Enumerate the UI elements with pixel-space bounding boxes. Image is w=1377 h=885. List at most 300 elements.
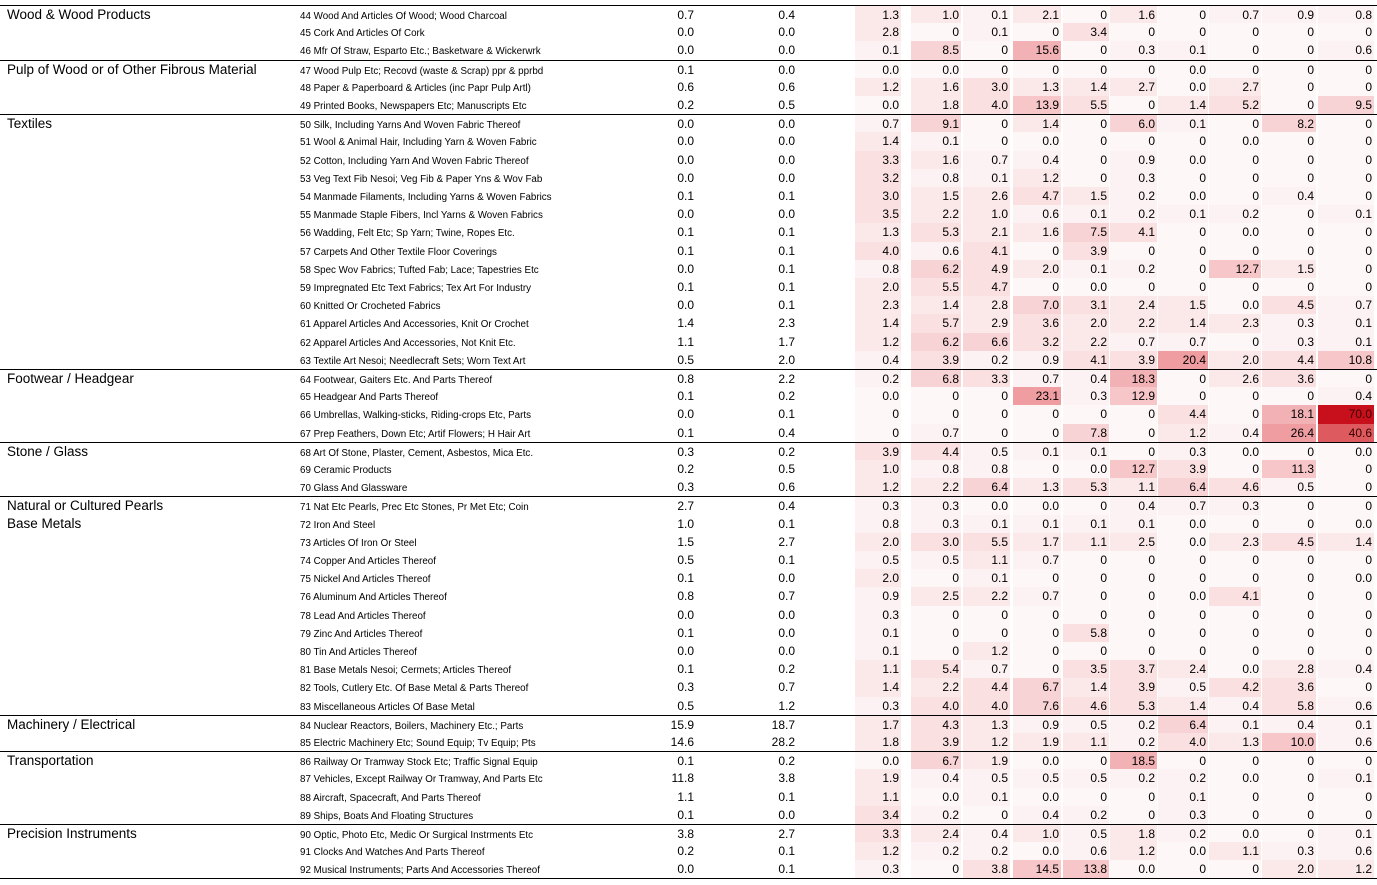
share-value-1: 0.3 (677, 680, 694, 695)
heat-cell: 0.4 (1262, 716, 1316, 733)
table-row (0, 132, 1377, 150)
heat-cell: 5.2 (1209, 96, 1261, 114)
heat-cell: 0.6 (1318, 842, 1374, 860)
heat-cell: 0.2 (963, 842, 1010, 860)
heat-cell: 3.4 (1063, 23, 1109, 41)
heat-cell: 0.4 (1110, 497, 1157, 514)
table-row (0, 551, 1377, 569)
table-row (0, 824, 1377, 842)
heat-cell: 0.4 (1209, 697, 1261, 715)
heat-cell: 0 (1158, 132, 1208, 150)
share-value-1: 0.2 (677, 844, 694, 859)
heat-cell: 1.6 (911, 151, 961, 169)
heat-cell: 1.1 (855, 660, 901, 678)
heat-cell: 0 (1262, 569, 1316, 587)
heat-cell: 0 (1063, 642, 1109, 660)
heat-cell: 4.6 (1209, 478, 1261, 496)
heat-cell: 0.7 (1158, 333, 1208, 351)
table-row (0, 41, 1377, 59)
table-row (0, 442, 1377, 460)
heat-cell: 3.6 (1262, 678, 1316, 696)
table-row (0, 405, 1377, 423)
share-value-1: 0.0 (677, 25, 694, 40)
heat-cell: 0 (1262, 223, 1316, 241)
heat-cell: 0.0 (1318, 515, 1374, 533)
heat-cell: 4.7 (963, 278, 1010, 296)
heat-cell: 0 (1063, 6, 1109, 23)
product-label: 46 Mfr Of Straw, Esparto Etc.; Basketware & Wickerwrk (300, 46, 541, 58)
heat-cell: 0 (1209, 569, 1261, 587)
share-value-2: 2.3 (778, 316, 795, 331)
table-row (0, 333, 1377, 351)
heat-cell: 0 (1110, 569, 1157, 587)
heat-cell: 0.1 (1013, 443, 1061, 460)
heat-cell: 3.9 (1158, 460, 1208, 478)
heat-cell: 0.4 (1063, 370, 1109, 387)
share-value-2: 0.0 (778, 134, 795, 149)
product-label: 61 Apparel Articles And Accessories, Knit Or Crochet (300, 319, 529, 331)
table-row (0, 769, 1377, 787)
share-value-1: 0.0 (677, 607, 694, 622)
heat-cell: 0 (963, 41, 1010, 59)
heat-cell: 0 (1318, 260, 1374, 278)
heat-cell: 4.1 (963, 242, 1010, 260)
heat-cell: 0.3 (1209, 497, 1261, 514)
product-label: 72 Iron And Steel (300, 519, 376, 531)
heat-cell: 0 (911, 569, 961, 587)
heat-cell: 0 (1158, 752, 1208, 769)
heat-cell: 2.3 (1209, 314, 1261, 332)
share-value-2: 0.4 (778, 425, 795, 440)
heat-cell: 0.0 (1209, 223, 1261, 241)
heat-cell: 0 (1110, 624, 1157, 642)
share-value-2: 0.1 (778, 553, 795, 567)
share-value-1: 11.8 (671, 771, 694, 786)
heat-cell: 0.1 (1063, 260, 1109, 278)
heat-cell: 3.1 (1063, 296, 1109, 314)
heat-cell: 0 (1262, 278, 1316, 296)
heat-cell: 2.0 (855, 278, 901, 296)
heat-cell: 0.7 (963, 151, 1010, 169)
product-label: 91 Clocks And Watches And Parts Thereof (300, 847, 485, 859)
heat-cell: 0 (1013, 424, 1061, 442)
share-value-1: 0.8 (677, 589, 694, 604)
table-row (0, 169, 1377, 187)
heat-cell: 1.1 (855, 788, 901, 806)
heat-cell: 1.3 (855, 223, 901, 241)
heat-cell: 0 (963, 806, 1010, 824)
product-label: 62 Apparel Articles And Accessories, Not Knit Etc. (300, 337, 516, 349)
heat-cell: 0 (1209, 151, 1261, 169)
table-row (0, 569, 1377, 587)
heat-cell: 1.0 (963, 205, 1010, 223)
product-label: 83 Miscellaneous Articles Of Base Metal (300, 701, 475, 713)
share-value-2: 0.5 (778, 98, 795, 112)
heat-cell: 12.7 (1110, 460, 1157, 478)
heat-cell: 0.6 (1013, 205, 1061, 223)
heat-cell: 0.1 (1158, 115, 1208, 132)
heat-cell: 0 (1110, 278, 1157, 296)
heat-cell: 0.0 (1013, 752, 1061, 769)
heat-cell: 0 (1262, 387, 1316, 405)
heat-cell: 0.1 (1063, 443, 1109, 460)
heat-cell: 0.0 (1209, 296, 1261, 314)
heat-cell: 0.0 (1013, 132, 1061, 150)
heat-cell: 0.7 (1013, 370, 1061, 387)
heat-cell: 0.0 (1158, 61, 1208, 78)
heat-cell: 1.4 (1063, 78, 1109, 96)
heat-cell: 0 (1262, 78, 1316, 96)
heat-cell: 4.9 (963, 260, 1010, 278)
heat-cell: 0.8 (963, 460, 1010, 478)
heat-cell: 2.7 (1209, 78, 1261, 96)
table-row (0, 151, 1377, 169)
heat-cell: 0.1 (1158, 41, 1208, 59)
share-value-2: 0.2 (778, 754, 795, 769)
heat-cell: 3.3 (963, 370, 1010, 387)
heat-cell: 0.6 (1318, 697, 1374, 715)
heat-cell: 0.3 (1158, 806, 1208, 824)
heat-cell: 3.6 (1262, 370, 1316, 387)
heat-cell: 0.5 (963, 769, 1010, 787)
heat-cell: 0 (1013, 23, 1061, 41)
table-row (0, 478, 1377, 496)
heat-cell: 0 (1063, 752, 1109, 769)
heat-cell: 0.1 (1158, 205, 1208, 223)
heat-cell: 7.5 (1063, 223, 1109, 241)
heat-cell: 1.8 (911, 96, 961, 114)
heat-cell: 0 (1158, 370, 1208, 387)
heat-cell: 0.5 (1158, 678, 1208, 696)
heat-cell: 0 (1063, 61, 1109, 78)
product-label: 44 Wood And Articles Of Wood; Wood Charcoal (300, 11, 507, 22)
heat-cell: 5.3 (1110, 697, 1157, 715)
share-value-2: 18.7 (771, 717, 795, 732)
share-value-1: 1.5 (677, 534, 694, 549)
heat-cell: 1.4 (911, 296, 961, 314)
heat-cell: 0 (1209, 169, 1261, 187)
heat-cell: 4.3 (911, 716, 961, 733)
heat-cell: 0 (1158, 551, 1208, 569)
heat-cell: 1.1 (1063, 733, 1109, 751)
share-value-1: 0.0 (677, 207, 694, 222)
heat-cell: 0.0 (1158, 187, 1208, 205)
heat-cell: 0 (1158, 387, 1208, 405)
heat-cell: 0 (911, 624, 961, 642)
product-label: 45 Cork And Articles Of Cork (300, 28, 425, 40)
heat-cell: 2.0 (1209, 351, 1261, 369)
table-row (0, 860, 1377, 878)
heat-cell: 0 (1013, 242, 1061, 260)
heat-cell: 2.3 (1209, 533, 1261, 551)
heat-cell: 0.0 (855, 61, 901, 78)
heat-cell: 2.0 (855, 533, 901, 551)
heat-cell: 1.4 (855, 678, 901, 696)
heat-cell: 0.2 (1158, 825, 1208, 842)
heat-cell: 6.8 (911, 370, 961, 387)
table-row (0, 842, 1377, 860)
heat-cell: 0.1 (1063, 515, 1109, 533)
heat-cell: 0 (911, 606, 961, 624)
heat-cell: 0.1 (963, 169, 1010, 187)
heat-cell: 0 (1209, 606, 1261, 624)
category-label: Base Metals (7, 515, 82, 531)
heat-cell: 0.4 (1318, 387, 1374, 405)
heat-cell: 8.5 (911, 41, 961, 59)
heat-cell: 3.0 (963, 78, 1010, 96)
heat-cell: 0.1 (1318, 825, 1374, 842)
heat-cell: 0.0 (1318, 443, 1374, 460)
heat-cell: 4.0 (1158, 733, 1208, 751)
product-label: 71 Nat Etc Pearls, Prec Etc Stones, Pr Met Etc; Coin (300, 502, 529, 514)
share-value-2: 0.1 (778, 243, 795, 258)
heat-cell: 0.0 (911, 61, 961, 78)
heat-cell: 0 (1063, 569, 1109, 587)
heat-cell: 0 (1158, 642, 1208, 660)
share-value-1: 14.6 (670, 735, 694, 749)
category-label: Natural or Cultured Pearls (7, 498, 164, 514)
heat-cell: 1.6 (911, 78, 961, 96)
heat-cell: 10.0 (1262, 733, 1316, 751)
heat-cell: 26.4 (1262, 424, 1316, 442)
table-row (0, 278, 1377, 296)
heat-cell: 0.3 (911, 515, 961, 533)
heat-cell: 0 (1209, 860, 1261, 877)
heat-cell: 1.4 (1318, 533, 1374, 551)
product-label: 76 Aluminum And Articles Thereof (300, 592, 447, 604)
product-label: 64 Footwear, Gaiters Etc. And Parts Thereof (300, 375, 493, 386)
heat-cell: 0 (1209, 624, 1261, 642)
share-value-2: 28.2 (771, 735, 795, 749)
heat-cell: 0 (1013, 278, 1061, 296)
heat-cell: 0.1 (855, 642, 901, 660)
product-label: 92 Musical Instruments; Parts And Accessories Thereof (300, 865, 540, 877)
heat-cell: 1.0 (1013, 825, 1061, 842)
heat-cell: 13.9 (1013, 96, 1061, 114)
share-value-2: 2.0 (778, 352, 795, 367)
heat-cell: 0.0 (1209, 443, 1261, 460)
heat-cell: 0 (1318, 788, 1374, 806)
heat-cell: 6.4 (963, 478, 1010, 496)
heat-cell: 1.5 (911, 187, 961, 205)
heat-cell: 4.4 (1262, 351, 1316, 369)
heat-cell: 1.4 (1158, 697, 1208, 715)
share-value-1: 0.0 (677, 407, 694, 422)
table-row (0, 733, 1377, 751)
heat-cell: 3.9 (1110, 678, 1157, 696)
heat-cell: 0 (963, 624, 1010, 642)
product-label: 87 Vehicles, Except Railway Or Tramway, And Parts Etc (300, 774, 543, 786)
heat-cell: 5.7 (911, 314, 961, 332)
heat-cell: 23.1 (1013, 387, 1061, 405)
heat-cell: 0 (1318, 642, 1374, 660)
share-value-1: 0.1 (677, 389, 694, 404)
heat-cell: 4.1 (1063, 351, 1109, 369)
heat-cell: 1.2 (963, 642, 1010, 660)
heat-cell: 0.1 (911, 132, 961, 150)
share-value-1: 0.8 (677, 372, 694, 386)
heat-cell: 4.0 (963, 96, 1010, 114)
heat-cell: 0.1 (1013, 515, 1061, 533)
heat-cell: 1.2 (963, 733, 1010, 751)
heat-cell: 0.0 (1158, 151, 1208, 169)
table-row (0, 460, 1377, 478)
share-value-1: 0.1 (677, 425, 694, 440)
table-row (0, 751, 1377, 769)
share-value-2: 0.6 (778, 480, 795, 495)
heat-cell: 0 (1110, 96, 1157, 114)
heat-cell: 0 (1013, 642, 1061, 660)
heat-cell: 0 (1262, 41, 1316, 59)
heat-cell: 2.5 (1110, 533, 1157, 551)
share-value-1: 0.1 (677, 571, 694, 586)
product-label: 53 Veg Text Fib Nesoi; Veg Fib & Paper Yns & Wov Fab (300, 173, 543, 185)
heat-cell: 1.4 (1013, 115, 1061, 132)
heat-cell: 0.8 (1318, 6, 1374, 23)
share-value-1: 1.4 (677, 316, 694, 331)
heat-cell: 3.4 (855, 806, 901, 824)
heat-cell: 0 (1318, 606, 1374, 624)
share-value-1: 0.7 (677, 8, 694, 22)
share-value-2: 2.7 (778, 534, 795, 549)
heat-cell: 0 (1110, 424, 1157, 442)
heat-cell: 0 (1209, 405, 1261, 423)
heat-cell: 18.5 (1110, 752, 1157, 769)
heat-cell: 2.0 (855, 569, 901, 587)
heat-cell: 0 (1262, 205, 1316, 223)
table-row (0, 369, 1377, 387)
heat-cell: 1.2 (1158, 424, 1208, 442)
table-row (0, 205, 1377, 223)
share-value-1: 3.8 (677, 827, 694, 841)
heat-cell: 0 (1110, 23, 1157, 41)
heat-cell: 1.4 (855, 132, 901, 150)
heat-cell: 2.9 (963, 314, 1010, 332)
heat-cell: 0.1 (1063, 205, 1109, 223)
share-value-2: 0.2 (778, 662, 795, 677)
heat-cell: 0.4 (855, 351, 901, 369)
heat-cell: 0.2 (1063, 806, 1109, 824)
product-label: 65 Headgear And Parts Thereof (300, 392, 439, 404)
heat-cell: 18.1 (1262, 405, 1316, 423)
heat-cell: 1.1 (1063, 533, 1109, 551)
share-value-2: 0.1 (778, 789, 795, 804)
heat-cell: 0 (1063, 551, 1109, 569)
heat-cell: 0 (1262, 242, 1316, 260)
heat-cell: 0 (911, 387, 961, 405)
table-row (0, 715, 1377, 733)
heat-cell: 1.6 (1110, 6, 1157, 23)
heat-cell: 6.2 (911, 260, 961, 278)
heat-cell: 14.5 (1013, 860, 1061, 877)
heat-cell: 0 (1063, 169, 1109, 187)
share-value-2: 0.0 (778, 571, 795, 586)
heat-cell: 0.1 (1209, 716, 1261, 733)
table-row (0, 496, 1377, 514)
heat-cell: 0.5 (1013, 769, 1061, 787)
product-label: 47 Wood Pulp Etc; Recovd (waste & Scrap) ppr & pprbd (300, 65, 544, 77)
heat-cell: 0.7 (963, 660, 1010, 678)
heat-cell: 2.5 (911, 587, 961, 605)
heat-cell: 2.1 (963, 223, 1010, 241)
table-row (0, 23, 1377, 41)
heat-cell: 1.2 (1110, 842, 1157, 860)
table-row (0, 96, 1377, 114)
heat-cell: 0.8 (855, 515, 901, 533)
heat-cell: 0 (1063, 132, 1109, 150)
category-label: Transportation (7, 753, 94, 769)
product-label: 59 Impregnated Etc Text Fabrics; Tex Art For Industry (300, 283, 532, 294)
share-value-2: 0.0 (778, 644, 795, 658)
heat-cell: 0 (1318, 551, 1374, 569)
heat-cell: 6.4 (1158, 478, 1208, 496)
table-row (0, 314, 1377, 332)
product-label: 66 Umbrellas, Walking-sticks, Riding-crops Etc, Parts (300, 410, 532, 422)
share-value-2: 1.7 (778, 334, 795, 349)
heat-cell: 1.2 (1318, 860, 1374, 877)
table-row (0, 624, 1377, 642)
heat-cell: 0 (1209, 333, 1261, 351)
heat-cell: 0.6 (1318, 41, 1374, 59)
share-value-2: 0.1 (778, 298, 795, 313)
product-label: 67 Prep Feathers, Down Etc; Artif Flowers; H Hair Art (300, 428, 531, 440)
table-row (0, 806, 1377, 824)
heat-cell: 11.3 (1262, 460, 1316, 478)
heat-cell: 0.7 (1013, 551, 1061, 569)
heat-cell: 0.4 (1013, 806, 1061, 824)
heat-cell: 0.7 (1110, 333, 1157, 351)
share-value-2: 0.5 (778, 462, 795, 476)
heat-cell: 0 (1262, 606, 1316, 624)
heat-cell: 0.0 (1209, 132, 1261, 150)
heat-cell: 0 (1158, 169, 1208, 187)
heat-cell: 1.1 (1209, 842, 1261, 860)
share-value-1: 0.1 (677, 280, 694, 294)
heat-cell: 0.9 (1110, 151, 1157, 169)
heat-cell: 0 (1209, 460, 1261, 478)
product-label: 82 Tools, Cutlery Etc. Of Base Metal & Parts Thereof (300, 683, 529, 695)
heat-cell: 0.0 (1013, 842, 1061, 860)
heat-cell: 0 (1318, 132, 1374, 150)
heat-cell: 3.5 (855, 205, 901, 223)
heat-cell: 0 (1318, 151, 1374, 169)
heat-cell: 0.5 (1063, 769, 1109, 787)
heat-cell: 0 (1209, 115, 1261, 132)
heat-cell: 70.0 (1318, 405, 1374, 423)
heat-cell: 0 (1063, 115, 1109, 132)
heat-cell: 1.5 (1158, 296, 1208, 314)
share-value-1: 0.1 (677, 243, 694, 258)
heat-cell: 1.8 (1110, 825, 1157, 842)
share-value-1: 0.0 (677, 170, 694, 185)
heat-cell: 0 (1209, 242, 1261, 260)
share-value-2: 0.0 (778, 170, 795, 185)
heat-cell: 0.0 (1013, 788, 1061, 806)
heat-cell: 3.9 (911, 351, 961, 369)
heat-cell: 12.9 (1110, 387, 1157, 405)
heat-cell: 0 (963, 606, 1010, 624)
share-value-1: 0.0 (677, 862, 694, 877)
heat-cell: 4.0 (855, 242, 901, 260)
heat-cell: 0 (1318, 460, 1374, 478)
heat-cell: 4.7 (1013, 187, 1061, 205)
category-label: Stone / Glass (7, 443, 89, 459)
heat-cell: 0.3 (1262, 333, 1316, 351)
heat-cell: 0 (1318, 169, 1374, 187)
heat-cell: 0 (1013, 61, 1061, 78)
heat-cell: 0 (1262, 642, 1316, 660)
heat-cell: 0.7 (1209, 6, 1261, 23)
